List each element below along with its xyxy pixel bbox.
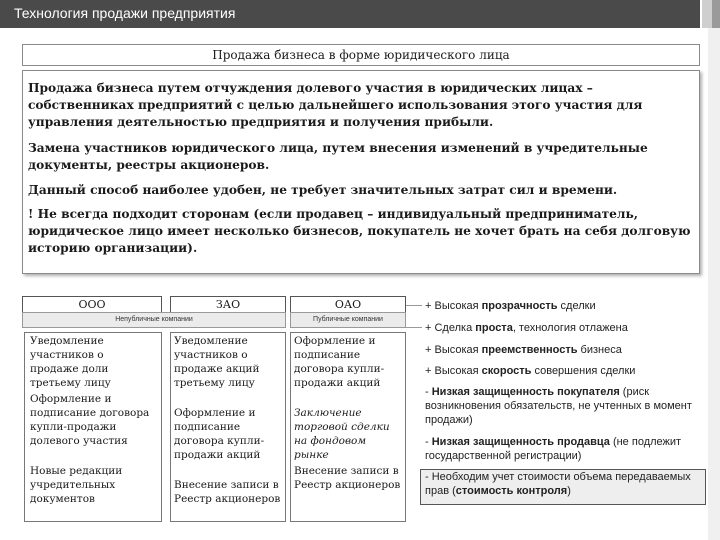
feature-transparency: + Высокая прозрачность сделки xyxy=(425,300,596,312)
zao-step-3: Внесение записи в Реестр акционеров xyxy=(174,479,281,505)
band-private-companies: Непубличные компании xyxy=(22,312,286,328)
feature-continuity: + Высокая преемственность бизнеса xyxy=(425,344,622,356)
column-header-ooo: ООО xyxy=(22,296,162,313)
paragraph-definition: Продажа бизнеса путем отчуждения долевого участия в юридических лицах – собственниках предприятий с целью дальнейшего использования этого участия для управления деятельностью предприятия и получения прибыли. xyxy=(28,81,643,129)
title-bar xyxy=(0,0,700,28)
oao-step-2: Заключение торговой сделки на фондовом рынке xyxy=(294,407,390,461)
feature-simplicity: + Сделка проста, технология отлажена xyxy=(425,322,628,334)
zao-step-2: Оформление и подписание договора купли-продажи акций xyxy=(174,407,265,461)
title-bar-accent xyxy=(702,0,712,28)
page-title: Технология продажи предприятия xyxy=(14,5,236,21)
feature-seller-risk: - Низкая защищенность продавца (не подлежит государственной регистрации) xyxy=(425,436,682,462)
feature-speed: + Высокая скорость совершения сделки xyxy=(425,365,636,377)
column-header-zao: ЗАО xyxy=(170,296,286,313)
connector-line xyxy=(406,327,422,328)
description-panel xyxy=(22,70,700,274)
side-rail xyxy=(708,28,720,540)
title-bar-accent xyxy=(712,0,720,28)
feature-control-value: - Необходим учет стоимости объема передаваемых прав (стоимость контроля) xyxy=(420,469,706,505)
band-public-companies: Публичные компании xyxy=(290,312,406,328)
ooo-step-1: Уведомление участников о продаже доли третьему лицу xyxy=(30,335,111,389)
oao-step-1: Оформление и подписание договора купли-продажи акций xyxy=(294,335,385,389)
ooo-step-2: Оформление и подписание договора купли-продажи долевого участия xyxy=(30,393,150,447)
connector-line xyxy=(406,305,422,306)
column-header-oao: ОАО xyxy=(290,296,406,313)
feature-buyer-risk: - Низкая защищенность покупателя (риск возникновения обязательств, не учтенных в момент продажи) xyxy=(425,386,692,426)
zao-step-1: Уведомление участников о продаже акций третьему лицу xyxy=(174,335,260,389)
oao-step-3: Внесение записи в Реестр акционеров xyxy=(294,465,401,491)
ooo-step-3: Новые редакции учредительных документов xyxy=(30,465,123,505)
paragraph-advantage: Данный способ наиболее удобен, не требует значительных затрат сил и времени. xyxy=(28,183,618,197)
paragraph-method: Замена участников юридического лица, путем внесения изменений в учредительные документы, реестры акционеров. xyxy=(28,141,648,172)
paragraph-warning: ! Не всегда подходит сторонам (если продавец – индивидуальный предприниматель, юридическое лицо имеет несколько бизнесов, покупатель не хочет брать на себя долговую историю организации). xyxy=(28,207,691,255)
section-subtitle: Продажа бизнеса в форме юридического лица xyxy=(22,44,700,66)
